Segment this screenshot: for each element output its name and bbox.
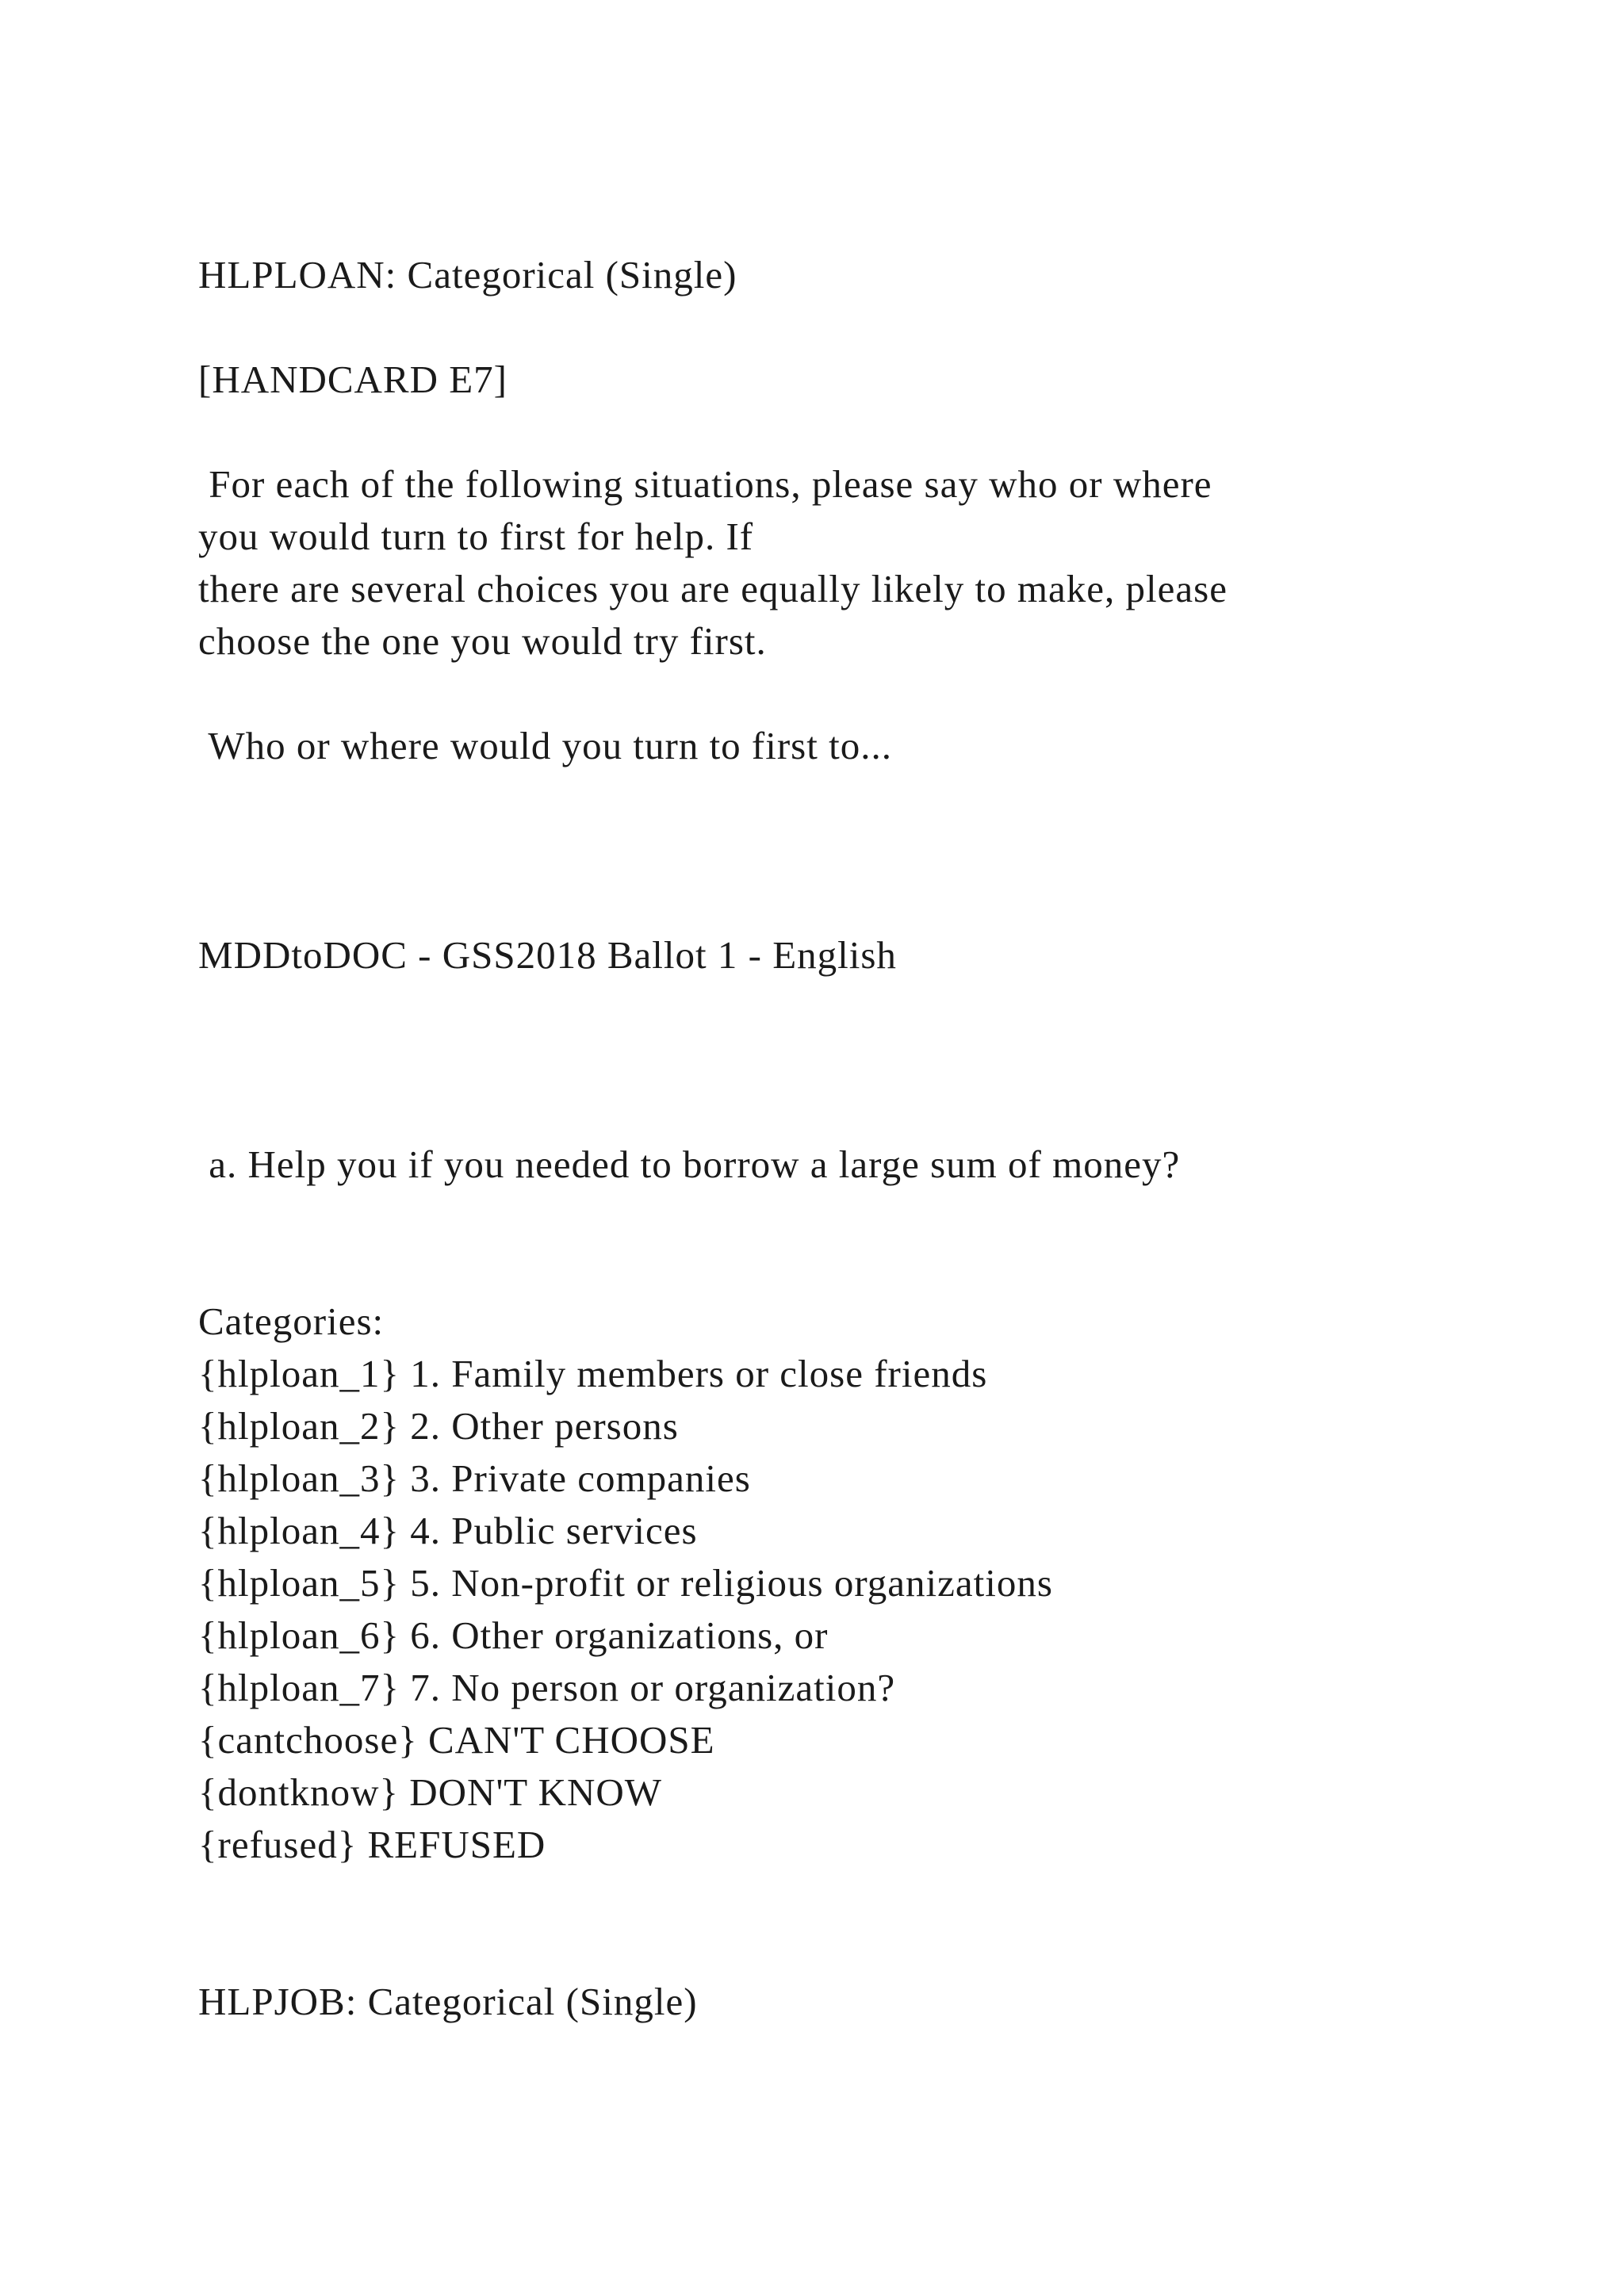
category-item: {hlploan_1} 1. Family members or close friends [198,1352,988,1395]
intro-line-4: choose the one you would try first. [198,619,767,663]
intro-line-2: you would turn to first for help. If [198,515,754,558]
category-item: {hlploan_4} 4. Public services [198,1509,698,1552]
categories-label: Categories: [198,1299,385,1343]
category-item: {refused} REFUSED [198,1823,546,1866]
category-item: {cantchoose} CAN'T CHOOSE [198,1718,715,1762]
question-header-hlpjob: HLPJOB: Categorical (Single) [198,1980,698,2023]
question-header-hlploan: HLPLOAN: Categorical (Single) [198,253,737,297]
question-prompt: Who or where would you turn to first to... [198,724,892,767]
question-item-a: a. Help you if you needed to borrow a large sum of money? [198,1142,1181,1186]
intro-line-3: there are several choices you are equally likely to make, please [198,567,1228,610]
category-item: {hlploan_7} 7. No person or organization? [198,1666,896,1709]
category-item: {hlploan_6} 6. Other organizations, or [198,1613,829,1657]
category-item: {hlploan_3} 3. Private companies [198,1456,751,1500]
intro-line-1: For each of the following situations, please say who or where [198,462,1212,506]
category-item: {dontknow} DON'T KNOW [198,1770,662,1814]
category-item: {hlploan_5} 5. Non-profit or religious organizations [198,1561,1053,1605]
handcard-label: [HANDCARD E7] [198,358,508,401]
document-footer: MDDtoDOC - GSS2018 Ballot 1 - English [198,933,897,977]
category-item: {hlploan_2} 2. Other persons [198,1404,679,1448]
